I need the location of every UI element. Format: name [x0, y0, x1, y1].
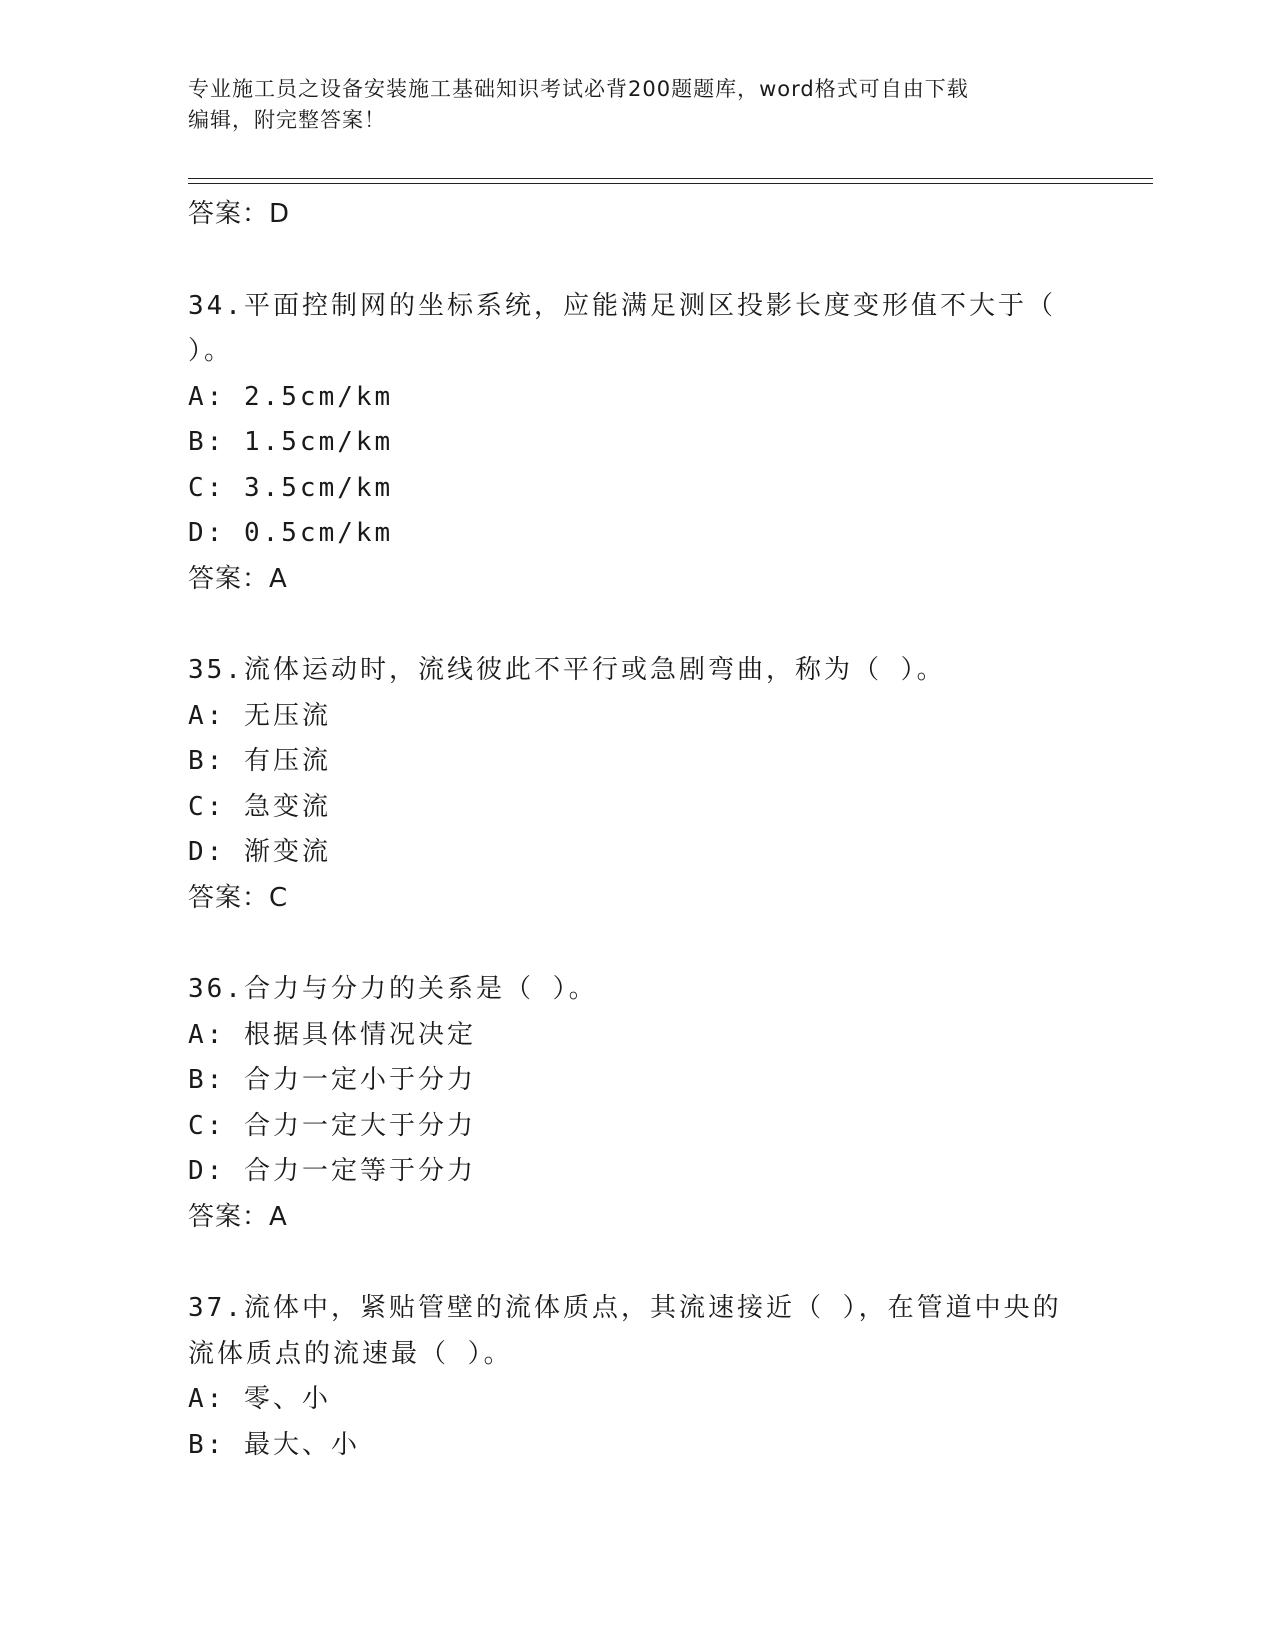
spacer: [188, 238, 1148, 284]
header-line-2: 编辑，附完整答案！: [188, 108, 386, 132]
option-b: B: 1.5cm/km: [188, 427, 394, 457]
option-a: A: 无压流: [188, 700, 331, 731]
question-stem: 流体质点的流速最（ ）。: [188, 1338, 513, 1369]
question-list: [188, 192, 1148, 1468]
spacer: [188, 602, 1148, 648]
option-a: A: 2.5cm/km: [188, 381, 394, 412]
question-stem: 37.流体中，紧贴管壁的流体质点，其流速接近（ ），在管道中央的: [188, 1293, 1062, 1323]
header-divider-bottom: [188, 183, 1153, 184]
question-stem: 36.合力与分力的关系是（ ）。: [188, 974, 598, 1004]
option-a: A: 根据具体情况决定: [188, 1019, 476, 1050]
option-b: B: 最大、小: [188, 1429, 360, 1460]
question-stem: ）。: [188, 336, 234, 366]
answer-line: 答案：A: [188, 563, 288, 594]
question-35: [188, 648, 1148, 921]
option-a: A: 零、小: [188, 1384, 331, 1414]
question-stem: 34.平面控制网的坐标系统，应能满足测区投影长度变形值不大于（: [188, 290, 1056, 321]
question-34: [188, 284, 1148, 603]
answer-line: 答案：C: [188, 882, 289, 913]
option-c: C: 急变流: [188, 791, 331, 822]
option-b: B: 合力一定小于分力: [188, 1065, 476, 1095]
option-b: B: 有压流: [188, 746, 331, 776]
question-37: [188, 1286, 1148, 1468]
spacer: [188, 1240, 1148, 1286]
document-header: [188, 74, 1088, 136]
option-c: C: 合力一定大于分力: [188, 1110, 476, 1141]
header-divider-top: [188, 178, 1153, 179]
option-d: D: 渐变流: [188, 837, 331, 867]
option-c: C: 3.5cm/km: [188, 472, 394, 503]
answer-line: 答案：D: [188, 199, 291, 229]
answer-line: 答案：A: [188, 1201, 288, 1232]
spacer: [188, 921, 1148, 967]
header-line-1: 专业施工员之设备安装施工基础知识考试必背200题题库，word格式可自由下载: [188, 77, 969, 101]
question-stem: 35.流体运动时，流线彼此不平行或急剧弯曲，称为（ ）。: [188, 655, 946, 685]
question-36: [188, 967, 1148, 1240]
option-d: D: 合力一定等于分力: [188, 1156, 476, 1186]
option-d: D: 0.5cm/km: [188, 518, 394, 548]
